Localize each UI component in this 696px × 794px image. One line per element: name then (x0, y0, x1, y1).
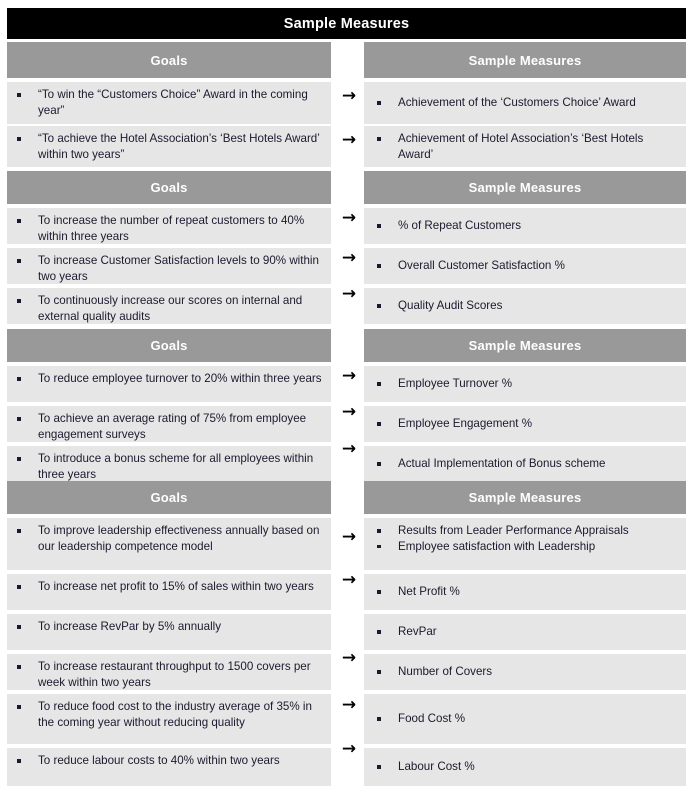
measure-bullet-item (364, 523, 686, 539)
goal-cell (7, 406, 331, 442)
square-bullet-icon (377, 264, 381, 268)
arrow-right-icon: → (341, 695, 357, 715)
goal-bullet-item (7, 523, 331, 554)
measure-bullet-item (364, 376, 686, 392)
measure-cell (364, 288, 686, 324)
arrow-right-icon: → (341, 248, 357, 268)
goal-text: To increase RevPar by 5% annually (38, 620, 222, 633)
measure-text: Employee Turnover % (398, 377, 513, 391)
goal-bullet-item (7, 293, 331, 324)
goal-bullet-item (7, 253, 331, 284)
measures-column-header: Sample Measures (364, 171, 686, 204)
measure-text: % of Repeat Customers (398, 219, 522, 233)
goal-cell (7, 614, 331, 650)
measure-text: Results from Leader Performance Appraisals (398, 524, 629, 537)
measure-text: Achievement of the ‘Customers Choice’ Award (398, 96, 636, 110)
measure-bullet-item (364, 298, 686, 314)
measure-text: Quality Audit Scores (398, 299, 503, 313)
square-bullet-icon (377, 545, 381, 549)
arrow-right-icon: → (341, 402, 357, 422)
arrow-right-icon: → (341, 130, 357, 150)
measure-text: Achievement of Hotel Association’s ‘Best Hotels Award’ (398, 132, 644, 161)
square-bullet-icon (17, 705, 21, 709)
measure-cell (364, 126, 686, 167)
square-bullet-icon (377, 304, 381, 308)
measure-bullet-item (364, 624, 686, 640)
square-bullet-icon (17, 93, 21, 97)
measure-text: Actual Implementation of Bonus scheme (398, 457, 606, 471)
square-bullet-icon (377, 382, 381, 386)
square-bullet-icon (17, 457, 21, 461)
goal-text: To continuously increase our scores on internal and external quality audits (38, 294, 303, 323)
square-bullet-icon (17, 417, 21, 421)
goal-bullet-item (7, 451, 331, 482)
goal-cell (7, 248, 331, 284)
goal-text: To reduce employee turnover to 20% within three years (38, 372, 322, 385)
measure-bullet-item (364, 131, 686, 162)
measure-bullet-item (364, 218, 686, 234)
goal-cell (7, 288, 331, 324)
measure-cell (364, 208, 686, 244)
goal-text: To increase Customer Satisfaction levels to 90% within two years (38, 254, 319, 283)
square-bullet-icon (377, 529, 381, 533)
square-bullet-icon (17, 259, 21, 263)
square-bullet-icon (377, 137, 381, 141)
measure-bullet-item (364, 759, 686, 775)
square-bullet-icon (17, 665, 21, 669)
goal-cell (7, 82, 331, 124)
measure-bullet-item (364, 95, 686, 111)
goal-cell (7, 748, 331, 786)
measure-text: RevPar (398, 625, 437, 639)
arrow-right-icon: → (341, 284, 357, 304)
goals-column-header: Goals (7, 481, 331, 514)
goal-text: To reduce food cost to the industry average of 35% in the coming year without reducing quality (38, 700, 312, 729)
measure-cell (364, 248, 686, 284)
goals-column-header: Goals (7, 329, 331, 362)
arrow-right-icon: → (341, 86, 357, 106)
goals-column-header: Goals (7, 42, 331, 78)
square-bullet-icon (17, 585, 21, 589)
goal-bullet-item (7, 131, 331, 162)
square-bullet-icon (377, 765, 381, 769)
square-bullet-icon (17, 759, 21, 763)
measure-text: Food Cost % (398, 712, 466, 726)
square-bullet-icon (377, 101, 381, 105)
measure-text: Employee Engagement % (398, 417, 533, 431)
goal-bullet-item (7, 579, 331, 595)
measure-bullet-item (364, 664, 686, 680)
measure-bullet-item (364, 539, 686, 555)
goal-bullet-item (7, 659, 331, 690)
square-bullet-icon (377, 590, 381, 594)
square-bullet-icon (17, 377, 21, 381)
goal-text: “To win the “Customers Choice” Award in the coming year” (38, 88, 308, 117)
goal-bullet-item (7, 371, 331, 387)
arrow-right-icon: → (341, 366, 357, 386)
goal-cell (7, 446, 331, 482)
goal-text: “To achieve the Hotel Association’s ‘Best Hotels Award’ within two years” (38, 132, 320, 161)
goal-cell (7, 518, 331, 570)
arrow-right-icon: → (341, 439, 357, 459)
goal-text: To achieve an average rating of 75% from employee engagement surveys (38, 412, 307, 441)
goal-cell (7, 208, 331, 244)
arrow-right-icon: → (341, 648, 357, 668)
square-bullet-icon (377, 422, 381, 426)
arrow-right-icon: → (341, 570, 357, 590)
measure-bullet-item (364, 584, 686, 600)
square-bullet-icon (377, 670, 381, 674)
goal-text: To increase net profit to 15% of sales within two years (38, 580, 314, 593)
goal-cell (7, 366, 331, 402)
measures-column-header: Sample Measures (364, 481, 686, 514)
measure-cell (364, 518, 686, 570)
goal-bullet-item (7, 619, 331, 635)
goal-cell (7, 574, 331, 610)
goal-text: To introduce a bonus scheme for all employees within three years (38, 452, 314, 481)
page-title: Sample Measures (7, 8, 686, 39)
square-bullet-icon (377, 717, 381, 721)
measure-cell (364, 406, 686, 442)
measure-cell (364, 748, 686, 786)
measure-cell (364, 654, 686, 690)
goal-bullet-item (7, 753, 331, 769)
measure-bullet-item (364, 416, 686, 432)
arrow-right-icon: → (341, 527, 357, 547)
square-bullet-icon (377, 630, 381, 634)
measure-cell (364, 574, 686, 610)
square-bullet-icon (377, 224, 381, 228)
goal-text: To improve leadership effectiveness annually based on our leadership competence model (38, 524, 320, 553)
square-bullet-icon (17, 137, 21, 141)
measure-cell (364, 366, 686, 402)
goal-text: To increase the number of repeat customers to 40% within three years (38, 214, 305, 243)
measures-column-header: Sample Measures (364, 329, 686, 362)
goal-bullet-item (7, 699, 331, 730)
goal-bullet-item (7, 87, 331, 118)
measure-text: Net Profit % (398, 585, 460, 599)
arrow-right-icon: → (341, 208, 357, 228)
measure-cell (364, 614, 686, 650)
measure-text: Labour Cost % (398, 760, 475, 774)
measure-bullet-item (364, 456, 686, 472)
goal-bullet-item (7, 411, 331, 442)
goals-column-header: Goals (7, 171, 331, 204)
goal-cell (7, 126, 331, 167)
square-bullet-icon (377, 462, 381, 466)
square-bullet-icon (17, 529, 21, 533)
measure-cell (364, 694, 686, 744)
goal-text: To increase restaurant throughput to 1500 covers per week within two years (38, 660, 311, 689)
measure-cell (364, 82, 686, 124)
measure-text: Overall Customer Satisfaction % (398, 259, 565, 273)
goal-cell (7, 694, 331, 744)
square-bullet-icon (17, 219, 21, 223)
measure-text: Number of Covers (398, 665, 493, 679)
square-bullet-icon (17, 625, 21, 629)
square-bullet-icon (17, 299, 21, 303)
measure-cell (364, 446, 686, 482)
arrow-right-icon: → (341, 739, 357, 759)
measure-bullet-item (364, 711, 686, 727)
goal-text: To reduce labour costs to 40% within two years (38, 754, 280, 767)
goal-cell (7, 654, 331, 690)
measure-bullet-item (364, 258, 686, 274)
measure-text: Employee satisfaction with Leadership (398, 539, 596, 553)
measures-column-header: Sample Measures (364, 42, 686, 78)
goal-bullet-item (7, 213, 331, 244)
